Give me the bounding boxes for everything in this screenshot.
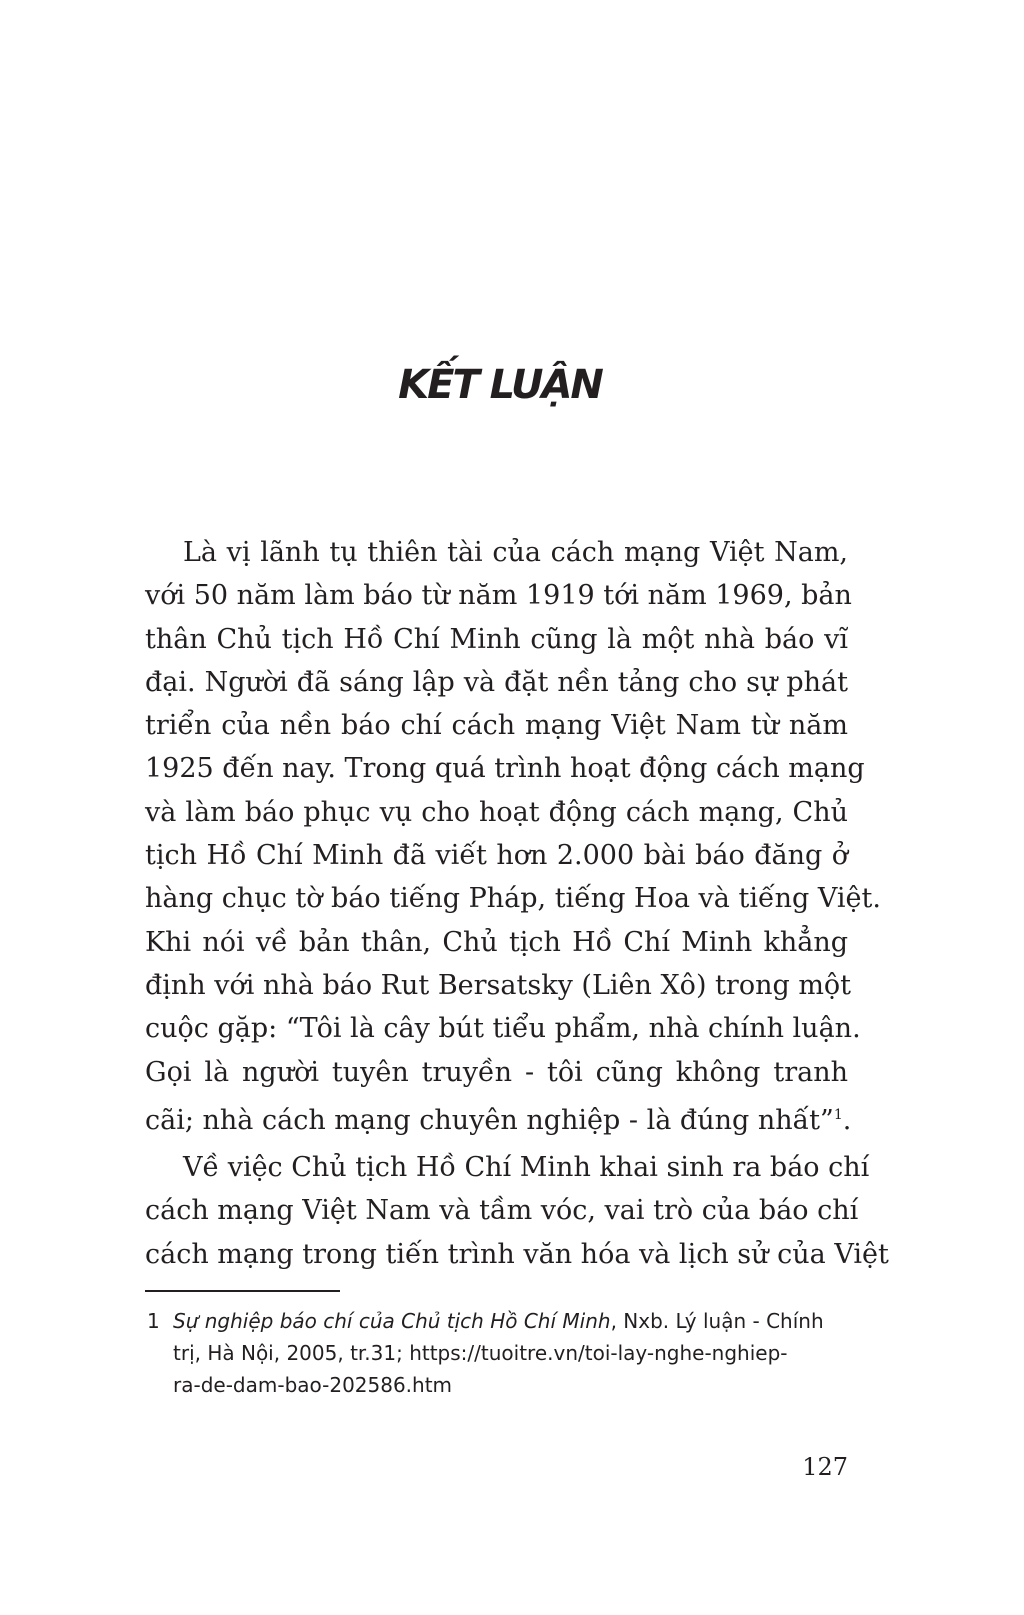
footnote-number: 1 (147, 1309, 160, 1333)
text-line: định với nhà báo Rut Bersatsky (Liên Xô) trong một (145, 969, 852, 1001)
text-line: cuộc gặp: “Tôi là cây bút tiểu phẩm, nhà chính luận. (145, 1013, 861, 1045)
footnote-book-title: Sự nghiệp báo chí của Chủ tịch Hồ Chí Minh (173, 1309, 611, 1333)
text-line: Gọi là người tuyên truyền - tôi cũng không tranh (145, 1056, 848, 1088)
footnote-divider (145, 1290, 340, 1292)
text-line: với 50 năm làm báo từ năm 1919 tới năm 1969, bản (145, 580, 852, 612)
text-line: đại. Người đã sáng lập và đặt nền tảng cho sự phát (145, 666, 848, 698)
paragraph-2 (145, 1146, 889, 1276)
text-line: Là vị lãnh tụ thiên tài của cách mạng Việt Nam, (183, 537, 848, 568)
paragraph-1 (145, 531, 881, 1137)
text-line: cách mạng trong tiến trình văn hóa và lịch sử của Việt (145, 1238, 889, 1270)
text-line: Về việc Chủ tịch Hồ Chí Minh khai sinh ra báo chí (183, 1152, 870, 1183)
chapter-title: KẾT LUẬN (398, 362, 602, 408)
footnote (145, 1305, 848, 1401)
footnote-text: trị, Hà Nội, 2005, tr.31; https://tuoitre.vn/toi-lay-nghe-nghiep- (173, 1341, 788, 1365)
footnote-text: ra-de-dam-bao-202586.htm (173, 1373, 453, 1397)
text-line: và làm báo phục vụ cho hoạt động cách mạng, Chủ (145, 796, 848, 828)
text-line: cách mạng Việt Nam và tầm vóc, vai trò của báo chí (145, 1195, 859, 1227)
text-line: hàng chục tờ báo tiếng Pháp, tiếng Hoa và tiếng Việt. (145, 883, 881, 915)
text-line: cãi; nhà cách mạng chuyên nghiệp - là đúng nhất”$^1$. (145, 1104, 852, 1136)
text-line: tịch Hồ Chí Minh đã viết hơn 2.000 bài báo đăng ở (145, 840, 848, 872)
page-number: 127 (802, 1453, 848, 1481)
text-line: triển của nền báo chí cách mạng Việt Nam từ năm (145, 710, 848, 742)
text-line: Khi nói về bản thân, Chủ tịch Hồ Chí Minh khẳng (145, 926, 848, 958)
text-line: thân Chủ tịch Hồ Chí Minh cũng là một nhà báo vĩ (145, 623, 848, 655)
footnote-ref[interactable]: 1 (833, 1106, 843, 1123)
text-line: 1925 đến nay. Trong quá trình hoạt động cách mạng (145, 753, 865, 785)
footnote-text: , Nxb. Lý luận - Chính (610, 1309, 824, 1333)
